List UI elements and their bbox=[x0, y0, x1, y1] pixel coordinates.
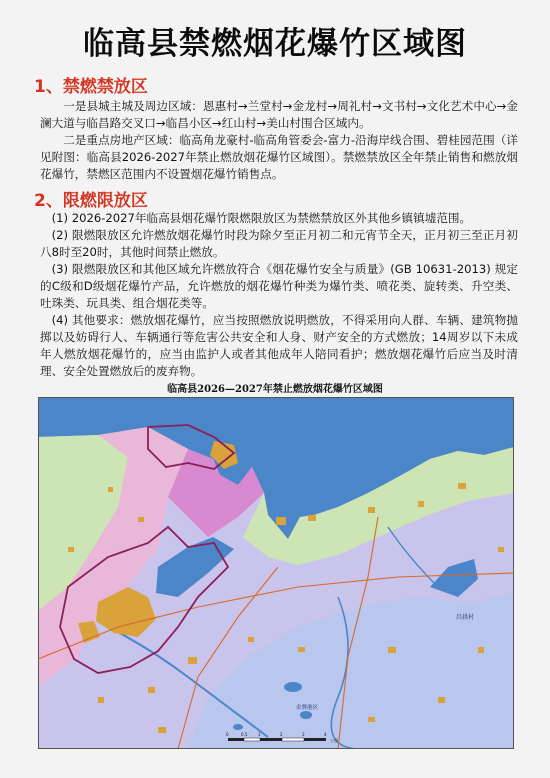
section1-heading: 1、禁燃禁放区 bbox=[34, 77, 148, 97]
map-canvas bbox=[38, 397, 514, 749]
scale-tick-5: 4 bbox=[324, 732, 327, 737]
section2-paragraph-3: (3) 限燃限放区和其他区域允许燃放符合《烟花爆竹安全与质量》(GB 10631-2013) 规定的C级和D级烟花爆竹产品，允许燃放的烟花爆竹种类为爆竹类、喷花类、旋转类、升空类、吐珠类、玩具类、组合烟花类等。 bbox=[40, 262, 518, 310]
lake-2 bbox=[300, 711, 312, 719]
scale-tick-2: 1 bbox=[258, 732, 261, 737]
section2-paragraph-2: (2) 限燃限放区允许燃放烟花爆竹时段为除夕至正月初二和元宵节全天，正月初三至正月初八8时至20时，其他时间禁止燃放。 bbox=[40, 228, 518, 259]
district-map bbox=[38, 397, 514, 749]
section2-paragraph-1: (1) 2026-2027年临高县烟花爆竹限燃限放区为禁燃禁放区外其他乡镇镇墟范围。 bbox=[51, 211, 472, 225]
section1-paragraph-1: 一是县城主城及周边区域：恩惠村→兰堂村→金龙村→周礼村→文书村→文化艺术中心→金澜大道与临昌路交叉口→临昌小区→红山村→美山村围合区域内。 bbox=[40, 99, 518, 130]
place-label-1: 昌拱村 bbox=[456, 614, 475, 621]
scale-tick-0: 0 bbox=[226, 732, 229, 737]
place-label-2: 金牌港区 bbox=[296, 705, 319, 711]
section1-paragraph-2: 二是重点房地产区域：临高角龙豪村-临高角管委会-富力-沿海岸线合围、碧桂园范围（详见附图：临高县2026-2027年禁止燃放烟花爆竹区域图）。禁燃禁放区全年禁止销售和燃放烟花爆竹，禁燃区范围内不设置烟花爆竹销售点。 bbox=[40, 133, 518, 181]
lake-3 bbox=[233, 724, 243, 730]
section2-heading: 2、限燃限放区 bbox=[34, 191, 148, 211]
section2-paragraph-4: (4) 其他要求：燃放烟花爆竹，应当按照燃放说明燃放，不得采用向人群、车辆、建筑物抛掷以及妨碍行人、车辆通行等危害公共安全和人身、财产安全的方式燃放；14周岁以下未成年人燃放烟花爆竹的，应当由监护人或者其他成年人陪同看护；燃放烟花爆竹后应当及时清理、安全处置燃放后的废弃物。 bbox=[40, 313, 518, 378]
scale-tick-3: 2 bbox=[280, 732, 283, 737]
scale-tick-4: 3 bbox=[302, 732, 305, 737]
map-title: 临高县2026—2027年禁止燃放烟花爆竹区域图 bbox=[167, 384, 383, 395]
scale-unit: 公里 bbox=[330, 738, 338, 743]
scale-tick-1: 0.5 bbox=[241, 732, 248, 737]
page-title: 临高县禁燃烟花爆竹区域图 bbox=[83, 26, 467, 62]
lake-1 bbox=[284, 682, 302, 692]
